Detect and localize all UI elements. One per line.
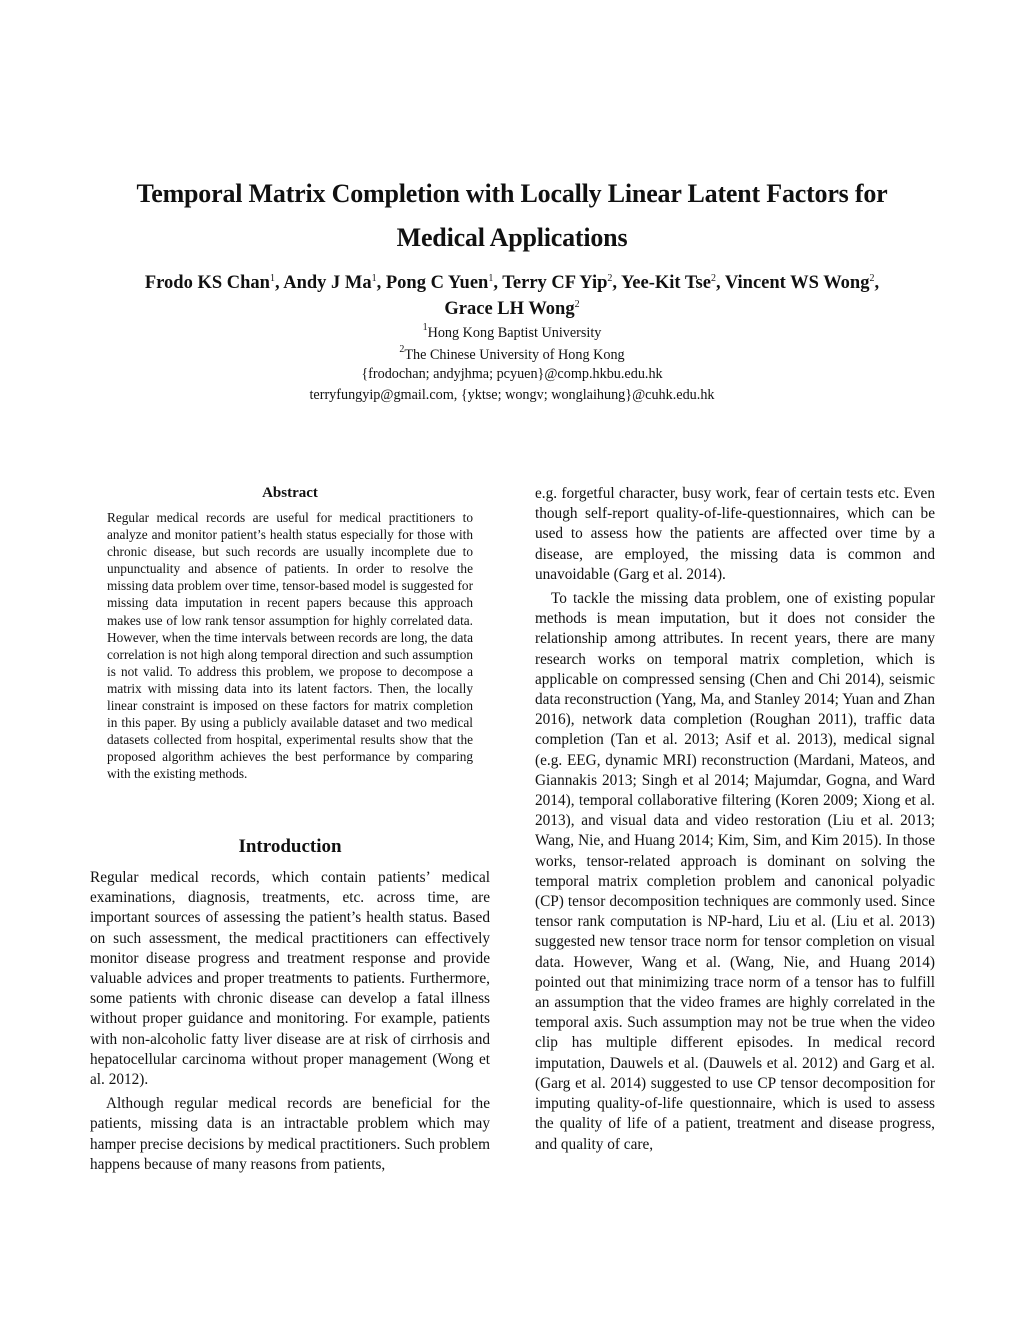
- author-name: Terry CF Yip: [502, 273, 608, 293]
- right-column-body: [535, 484, 935, 1155]
- affiliation-mark: 1: [422, 322, 428, 333]
- author-separator: ,: [874, 273, 880, 293]
- author-affiliation-mark: 2: [607, 273, 613, 284]
- author-name: Pong C Yuen: [385, 273, 489, 293]
- affiliation-2: [60, 346, 964, 365]
- author-separator: ,: [715, 273, 725, 293]
- introduction-heading: Introduction: [238, 836, 342, 857]
- paragraph: Although regular medical records are beneficial for the patients, missing data is an intractable problem which may hamper precise decisions by medical practitioners. Such problem happens because of many reasons from patients,: [90, 1095, 490, 1173]
- affiliation-name: Hong Kong Baptist University: [427, 325, 602, 341]
- abstract-heading: Abstract: [262, 485, 318, 501]
- author-affiliation-mark: 2: [710, 273, 716, 284]
- author-name: Vincent WS Wong: [724, 273, 870, 293]
- author-name: Yee-Kit Tse: [621, 273, 711, 293]
- paper-title: [60, 172, 964, 260]
- affiliation-name: The Chinese University of Hong Kong: [404, 347, 625, 363]
- author-affiliation-mark: 2: [869, 273, 875, 284]
- author-line-2: [60, 296, 964, 322]
- author-name: Frodo KS Chan: [144, 273, 270, 293]
- author-affiliation-mark: 2: [574, 299, 580, 310]
- email-line-1: {frodochan; andyjhma; pcyuen}@comp.hkbu.edu.hk: [361, 366, 663, 382]
- affiliation-1: [60, 324, 964, 343]
- email-line-2: terryfungyip@gmail.com, {yktse; wongv; wonglaihung}@cuhk.edu.hk: [309, 387, 715, 403]
- paragraph: e.g. forgetful character, busy work, fear of certain tests etc. Even though self-report quality-of-life-questionnaires, which can be used to assess how the patients are affected over time by a disease, are employed, the missing data is common and unavoidable (Garg et al. 2014).: [535, 485, 935, 583]
- author-affiliation-mark: 1: [371, 273, 377, 284]
- author-affiliation-mark: 1: [269, 273, 275, 284]
- title-line-2: Medical Applications: [396, 223, 628, 252]
- author-name: Grace LH Wong: [444, 299, 575, 319]
- paragraph: Regular medical records, which contain patients’ medical examinations, diagnosis, treatments, etc. across time, are important sources of assessing the patient’s health status. Based on such assessment, the medical practitioners can effectively monitor disease progress and treatment response and provide valuable advices and proper treatments to patients. Furthermore, some patients with chronic disease can develop a fatal illness without proper guidance and monitoring. For example, patients with non-alcoholic fatty liver disease are at risk of cirrhosis and hepatocellular carcinoma without proper management (Wong et al. 2012).: [90, 869, 490, 1089]
- title-line-1: Temporal Matrix Completion with Locally Linear Latent Factors for: [136, 179, 888, 208]
- abstract-text: Regular medical records are useful for medical practitioners to analyze and monitor patient’s health status especially for those with chronic disease, but such records are usually incomplete due to unpunctuality and absence of patients. In order to resolve the missing data problem over time, tensor-based model is suggested for missing data imputation in recent papers because this approach makes use of low rank tensor assumption for highly correlated data. However, when the time intervals between records are long, the data correlation is not high along temporal direction and such assumption is not valid. To address this problem, we propose to decompose a matrix with missing data into its latent factors. Then, the locally linear constraint is imposed on these factors for matrix completion in this paper. By using a publicly available dataset and two medical datasets collected from hospital, experimental results show that the proposed algorithm achieves the best performance by comparing with the existing methods.: [107, 510, 473, 782]
- introduction-body: [90, 868, 490, 1175]
- author-name: Andy J Ma: [283, 273, 372, 293]
- affiliation-mark: 2: [399, 344, 405, 355]
- author-separator: ,: [493, 273, 503, 293]
- author-separator: ,: [612, 273, 621, 293]
- author-separator: ,: [376, 273, 386, 293]
- author-list: [60, 270, 964, 322]
- author-separator: ,: [274, 273, 284, 293]
- paragraph: To tackle the missing data problem, one of existing popular methods is mean imputation, but it does not consider the relationship among attributes. In recent years, there are many research works on temporal matrix completion, which is applicable on compressed sensing (Chen and Chi 2014), seismic data reconstruction (Yang, Ma, and Stanley 2014; Yuan and Zhan 2016), network data completion (Roughan 2011), traffic data completion (Tan et al. 2013; Asif et al. 2013), medical signal (e.g. EEG, dynamic MRI) reconstruction (Mardani, Mateos, and Giannakis 2013; Singh et al 2014; Majumdar, Gogna, and Ward 2014), temporal collaborative filtering (Koren 2009; Xiong et al. 2013), and visual data and video restoration (Liu et al. 2013; Wang, Nie, and Huang 2014; Kim, Sim, and Kim 2015). In those works, tensor-related approach is dominant on solving the temporal matrix completion problem and canonical polyadic (CP) tensor decomposition techniques are commonly used. Since tensor rank computation is NP-hard, Liu et al. (Liu et al. 2013) suggested new tensor trace norm for tensor completion on visual data. However, Wang et al. (Wang, Nie, and Huang 2014) pointed out that minimizing trace norm of a tensor has to fulfill an assumption that the video frames are highly correlated in the temporal axis. Such assumption may not be true when the video clip has multiple different episodes. In medical record imputation, Dauwels et al. (Dauwels et al. 2012) and Garg et al. (Garg et al. 2014) suggested to use CP tensor decomposition for imputing quality-of-life questionnaire, which is used to assess the quality of life of a patient, treatment and disease progress, and quality of care,: [535, 590, 935, 1153]
- author-line-1: [60, 270, 964, 296]
- author-affiliation-mark: 1: [488, 273, 494, 284]
